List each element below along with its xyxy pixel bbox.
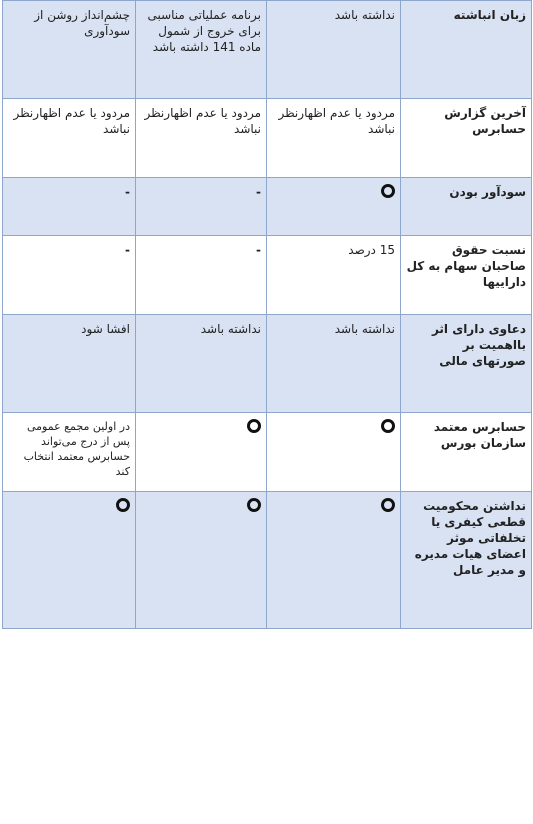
row-label: سودآور بودن	[401, 178, 532, 236]
cell	[267, 413, 401, 492]
circle-icon	[247, 419, 261, 433]
table-row	[3, 236, 532, 315]
cell: نداشته باشد	[267, 315, 401, 413]
cell: مردود یا عدم اظهارنظر نباشد	[267, 99, 401, 178]
cell: -	[136, 178, 267, 236]
cell: برنامه عملیاتی مناسبی برای خروج از شمول ماده 141 داشته باشد	[136, 1, 267, 99]
table-row	[3, 315, 532, 413]
table-row	[3, 99, 532, 178]
circle-icon	[381, 184, 395, 198]
cell	[267, 178, 401, 236]
row-label: دعاوی دارای اثر بااهمیت بر صورتهای مالی	[401, 315, 532, 413]
row-label: آخرین گزارش حسابرس	[401, 99, 532, 178]
cell: مردود یا عدم اظهارنظر نباشد	[136, 99, 267, 178]
cell: نداشته باشد	[267, 1, 401, 99]
cell: نداشته باشد	[136, 315, 267, 413]
cell	[267, 492, 401, 629]
cell: افشا شود	[3, 315, 136, 413]
cell: -	[3, 178, 136, 236]
table-row	[3, 178, 532, 236]
cell: در اولین مجمع عمومی پس از درج می‌تواند حسابرس معتمد انتخاب کند	[3, 413, 136, 492]
circle-icon	[247, 498, 261, 512]
table-row	[3, 413, 532, 492]
circle-icon	[381, 419, 395, 433]
row-label: نسبت حقوق صاحبان سهام به کل داراییها	[401, 236, 532, 315]
criteria-table	[2, 0, 532, 629]
cell	[3, 492, 136, 629]
cell	[136, 492, 267, 629]
cell: 15 درصد	[267, 236, 401, 315]
table-row	[3, 492, 532, 629]
circle-icon	[116, 498, 130, 512]
row-label: زبان انباشته	[401, 1, 532, 99]
cell: -	[136, 236, 267, 315]
cell: مردود یا عدم اظهارنظر نباشد	[3, 99, 136, 178]
table-row	[3, 1, 532, 99]
cell: -	[3, 236, 136, 315]
row-label: نداشتن محکومیت قطعی کیفری یا تخلفاتی موثر اعضای هیات مدیره و مدیر عامل	[401, 492, 532, 629]
cell	[136, 413, 267, 492]
cell: چشم‌انداز روشن از سودآوری	[3, 1, 136, 99]
row-label: حسابرس معتمد سازمان بورس	[401, 413, 532, 492]
circle-icon	[381, 498, 395, 512]
